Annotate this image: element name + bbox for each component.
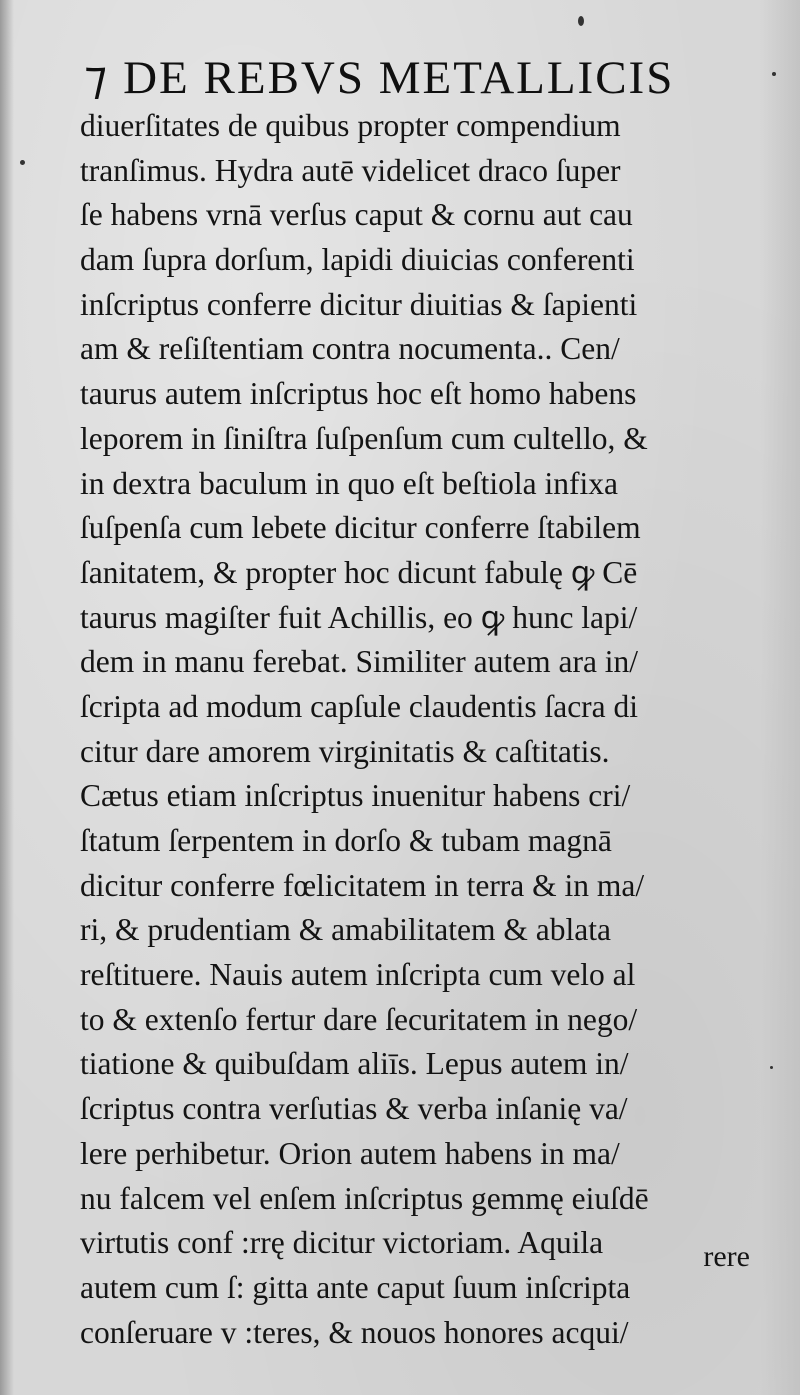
text-line: ri, & prudentiam & amabilitatem & ablata (80, 912, 611, 948)
ink-speck (772, 72, 776, 76)
text-line: conſeruare v :teres, & nouos honores acqui/ (80, 1314, 629, 1350)
ink-speck (578, 16, 584, 26)
text-line: inſcriptus conferre dicitur diuitias & ſapienti (80, 286, 638, 322)
page-gutter-shadow (0, 0, 14, 1395)
text-line: lere perhibetur. Orion autem habens in ma/ (80, 1135, 620, 1171)
ink-speck (20, 160, 25, 165)
catchword: rere (703, 1240, 750, 1273)
text-line: in dextra baculum in quo eſt beſtiola infixa (80, 465, 618, 501)
text-line: taurus magiſter fuit Achillis, eo ꝙ hunc lapi/ (80, 599, 638, 635)
running-header: ⁊ DE REBVS METALLICIS (84, 52, 675, 104)
text-line: to & extenſo fertur dare ſecuritatem in nego/ (80, 1001, 638, 1037)
text-line: ſcriptus contra verſutias & verba inſanię va/ (80, 1091, 628, 1127)
text-line: ſe habens vrnā verſus caput & cornu aut cau (80, 197, 633, 233)
text-line: ſanitatem, & propter hoc dicunt fabulę ꝙ Cē (80, 554, 638, 590)
text-line: Cætus etiam inſcriptus inuenitur habens cri/ (80, 778, 631, 814)
text-line: nu falcem vel enſem inſcriptus gemmę eiuſdē (80, 1180, 649, 1216)
text-line: tranſimus. Hydra autē videlicet draco ſuper (80, 152, 621, 188)
text-line: virtutis conf :rrę dicitur victoriam. Aquila (80, 1225, 604, 1261)
text-line: ſtatum ſerpentem in dorſo & tubam magnā (80, 823, 612, 858)
text-line: ſuſpenſa cum lebete dicitur conferre ſtabilem (80, 510, 641, 546)
text-line: ſcripta ad modum capſule claudentis ſacra di (80, 688, 639, 724)
body-text (80, 104, 770, 1355)
text-line: leporem in ſiniſtra ſuſpenſum cum cultello, & (80, 420, 648, 456)
ink-speck (770, 1066, 773, 1069)
text-line: diuerſitates de quibus propter compendium (80, 108, 621, 143)
text-line: tiatione & quibuſdam aliīs. Lepus autem in/ (80, 1046, 629, 1082)
text-line: dam ſupra dorſum, lapidi diuicias conferenti (80, 242, 635, 278)
text-line: citur dare amorem virginitatis & caſtitatis. (80, 733, 610, 769)
text-line: reſtituere. Nauis autem inſcripta cum velo al (80, 957, 636, 993)
text-line: autem cum ſ: gitta ante caput ſuum inſcripta (80, 1269, 631, 1305)
text-line: dem in manu ferebat. Similiter autem ara in/ (80, 644, 639, 680)
text-line: dicitur conferre fœlicitatem in terra & in ma/ (80, 867, 645, 903)
text-line: am & reſiſtentiam contra nocumenta.. Cen/ (80, 331, 620, 367)
text-line: taurus autem inſcriptus hoc eſt homo habens (80, 376, 637, 412)
